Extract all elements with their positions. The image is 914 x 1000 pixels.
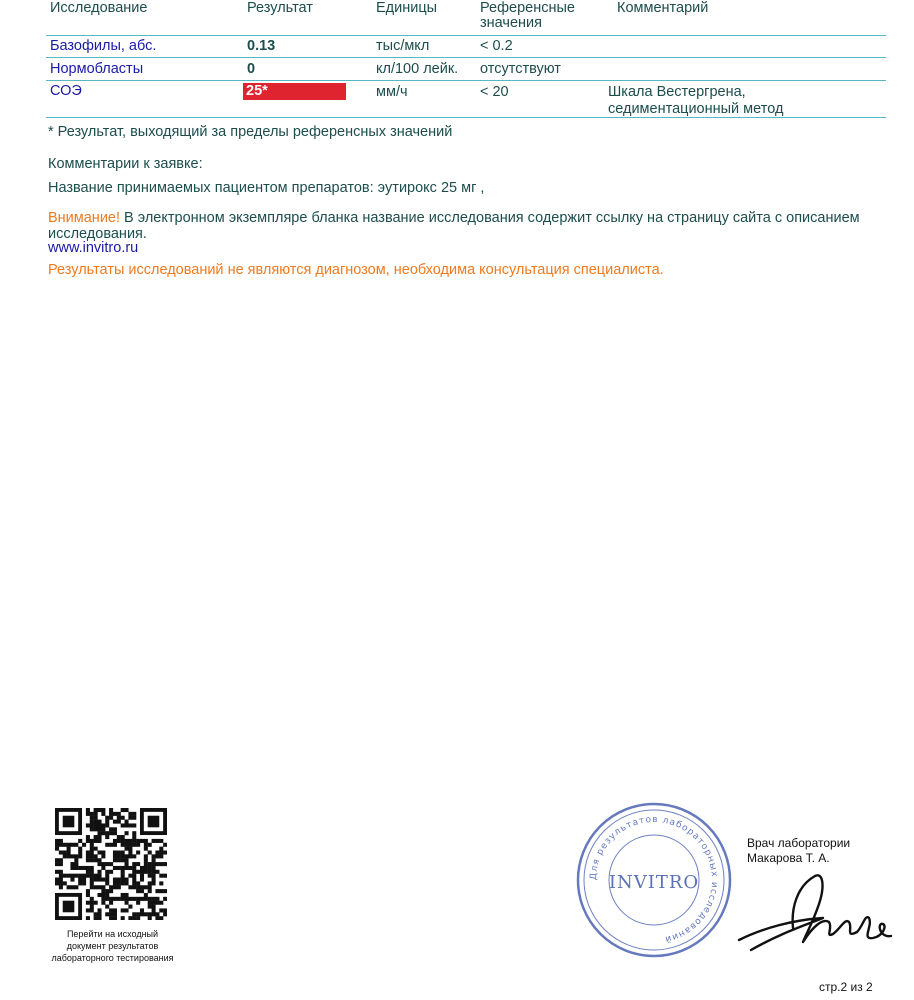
test-name-link[interactable]: Нормобласты: [50, 61, 144, 77]
page-number: стр.2 из 2: [819, 980, 873, 994]
qr-caption-line: лабораторного тестирования: [51, 953, 174, 963]
comments-title: Комментарии к заявке:: [48, 156, 203, 172]
doctor-title: Врач лаборатории: [747, 836, 851, 850]
doctor-name: Макарова Т. А.: [747, 851, 830, 865]
result-value: 0: [247, 61, 256, 77]
test-name-link[interactable]: Базофилы, абс.: [50, 38, 157, 54]
reference-value: < 20: [480, 84, 509, 100]
qr-caption: [30, 928, 195, 964]
result-flag-badge: 25*: [243, 83, 346, 100]
table-rule: [46, 117, 886, 118]
comment-value: [608, 84, 783, 118]
table-rule: [46, 80, 886, 81]
table-rule: [46, 57, 886, 58]
drugs-line: Название принимаемых пациентом препаратов: эутирокс 25 мг ,: [48, 180, 485, 196]
qr-caption-line: документ результатов: [66, 941, 159, 951]
attention-line: исследования.: [48, 226, 147, 242]
doctor-signature: [733, 868, 898, 968]
stamp-brand: INVITRO: [608, 872, 700, 893]
qr-code[interactable]: [55, 808, 167, 920]
disclaimer: Результаты исследований не являются диагнозом, необходима консультация специалиста.: [48, 262, 664, 278]
qr-caption-line: Перейти на исходный: [66, 929, 159, 939]
attention-block: [48, 210, 898, 255]
header-result: Результат: [247, 0, 313, 16]
header-comment: Комментарий: [617, 0, 709, 16]
footnote: * Результат, выходящий за пределы референсных значений: [48, 124, 453, 140]
units-value: тыс/мкл: [376, 38, 430, 54]
attention-line: [48, 210, 898, 227]
test-name-link[interactable]: СОЭ: [50, 83, 82, 99]
result-value: 0.13: [247, 38, 276, 54]
header-reference-line1: Референсные: [480, 0, 575, 16]
stamp-ring-text: Для результатов лабораторных исследований: [588, 814, 720, 945]
reference-value: < 0.2: [480, 38, 513, 54]
attention-text: В электронном экземпляре бланка название исследования содержит ссылку на страницу сайта с описанием: [124, 210, 860, 226]
units-value: кл/100 лейк.: [376, 61, 459, 77]
header-reference-line2: значения: [480, 15, 542, 31]
header-reference: [480, 1, 575, 31]
attention-label: Внимание!: [48, 210, 121, 226]
header-test: Исследование: [50, 0, 148, 16]
site-link[interactable]: www.invitro.ru: [48, 240, 139, 256]
reference-value: отсутствуют: [480, 61, 561, 77]
comment-line: седиментационный метод: [608, 101, 784, 117]
lab-stamp: [574, 800, 734, 960]
header-units: Единицы: [376, 0, 438, 16]
units-value: мм/ч: [376, 84, 408, 100]
table-rule: [46, 35, 886, 36]
comment-line: Шкала Вестергрена,: [608, 84, 746, 100]
